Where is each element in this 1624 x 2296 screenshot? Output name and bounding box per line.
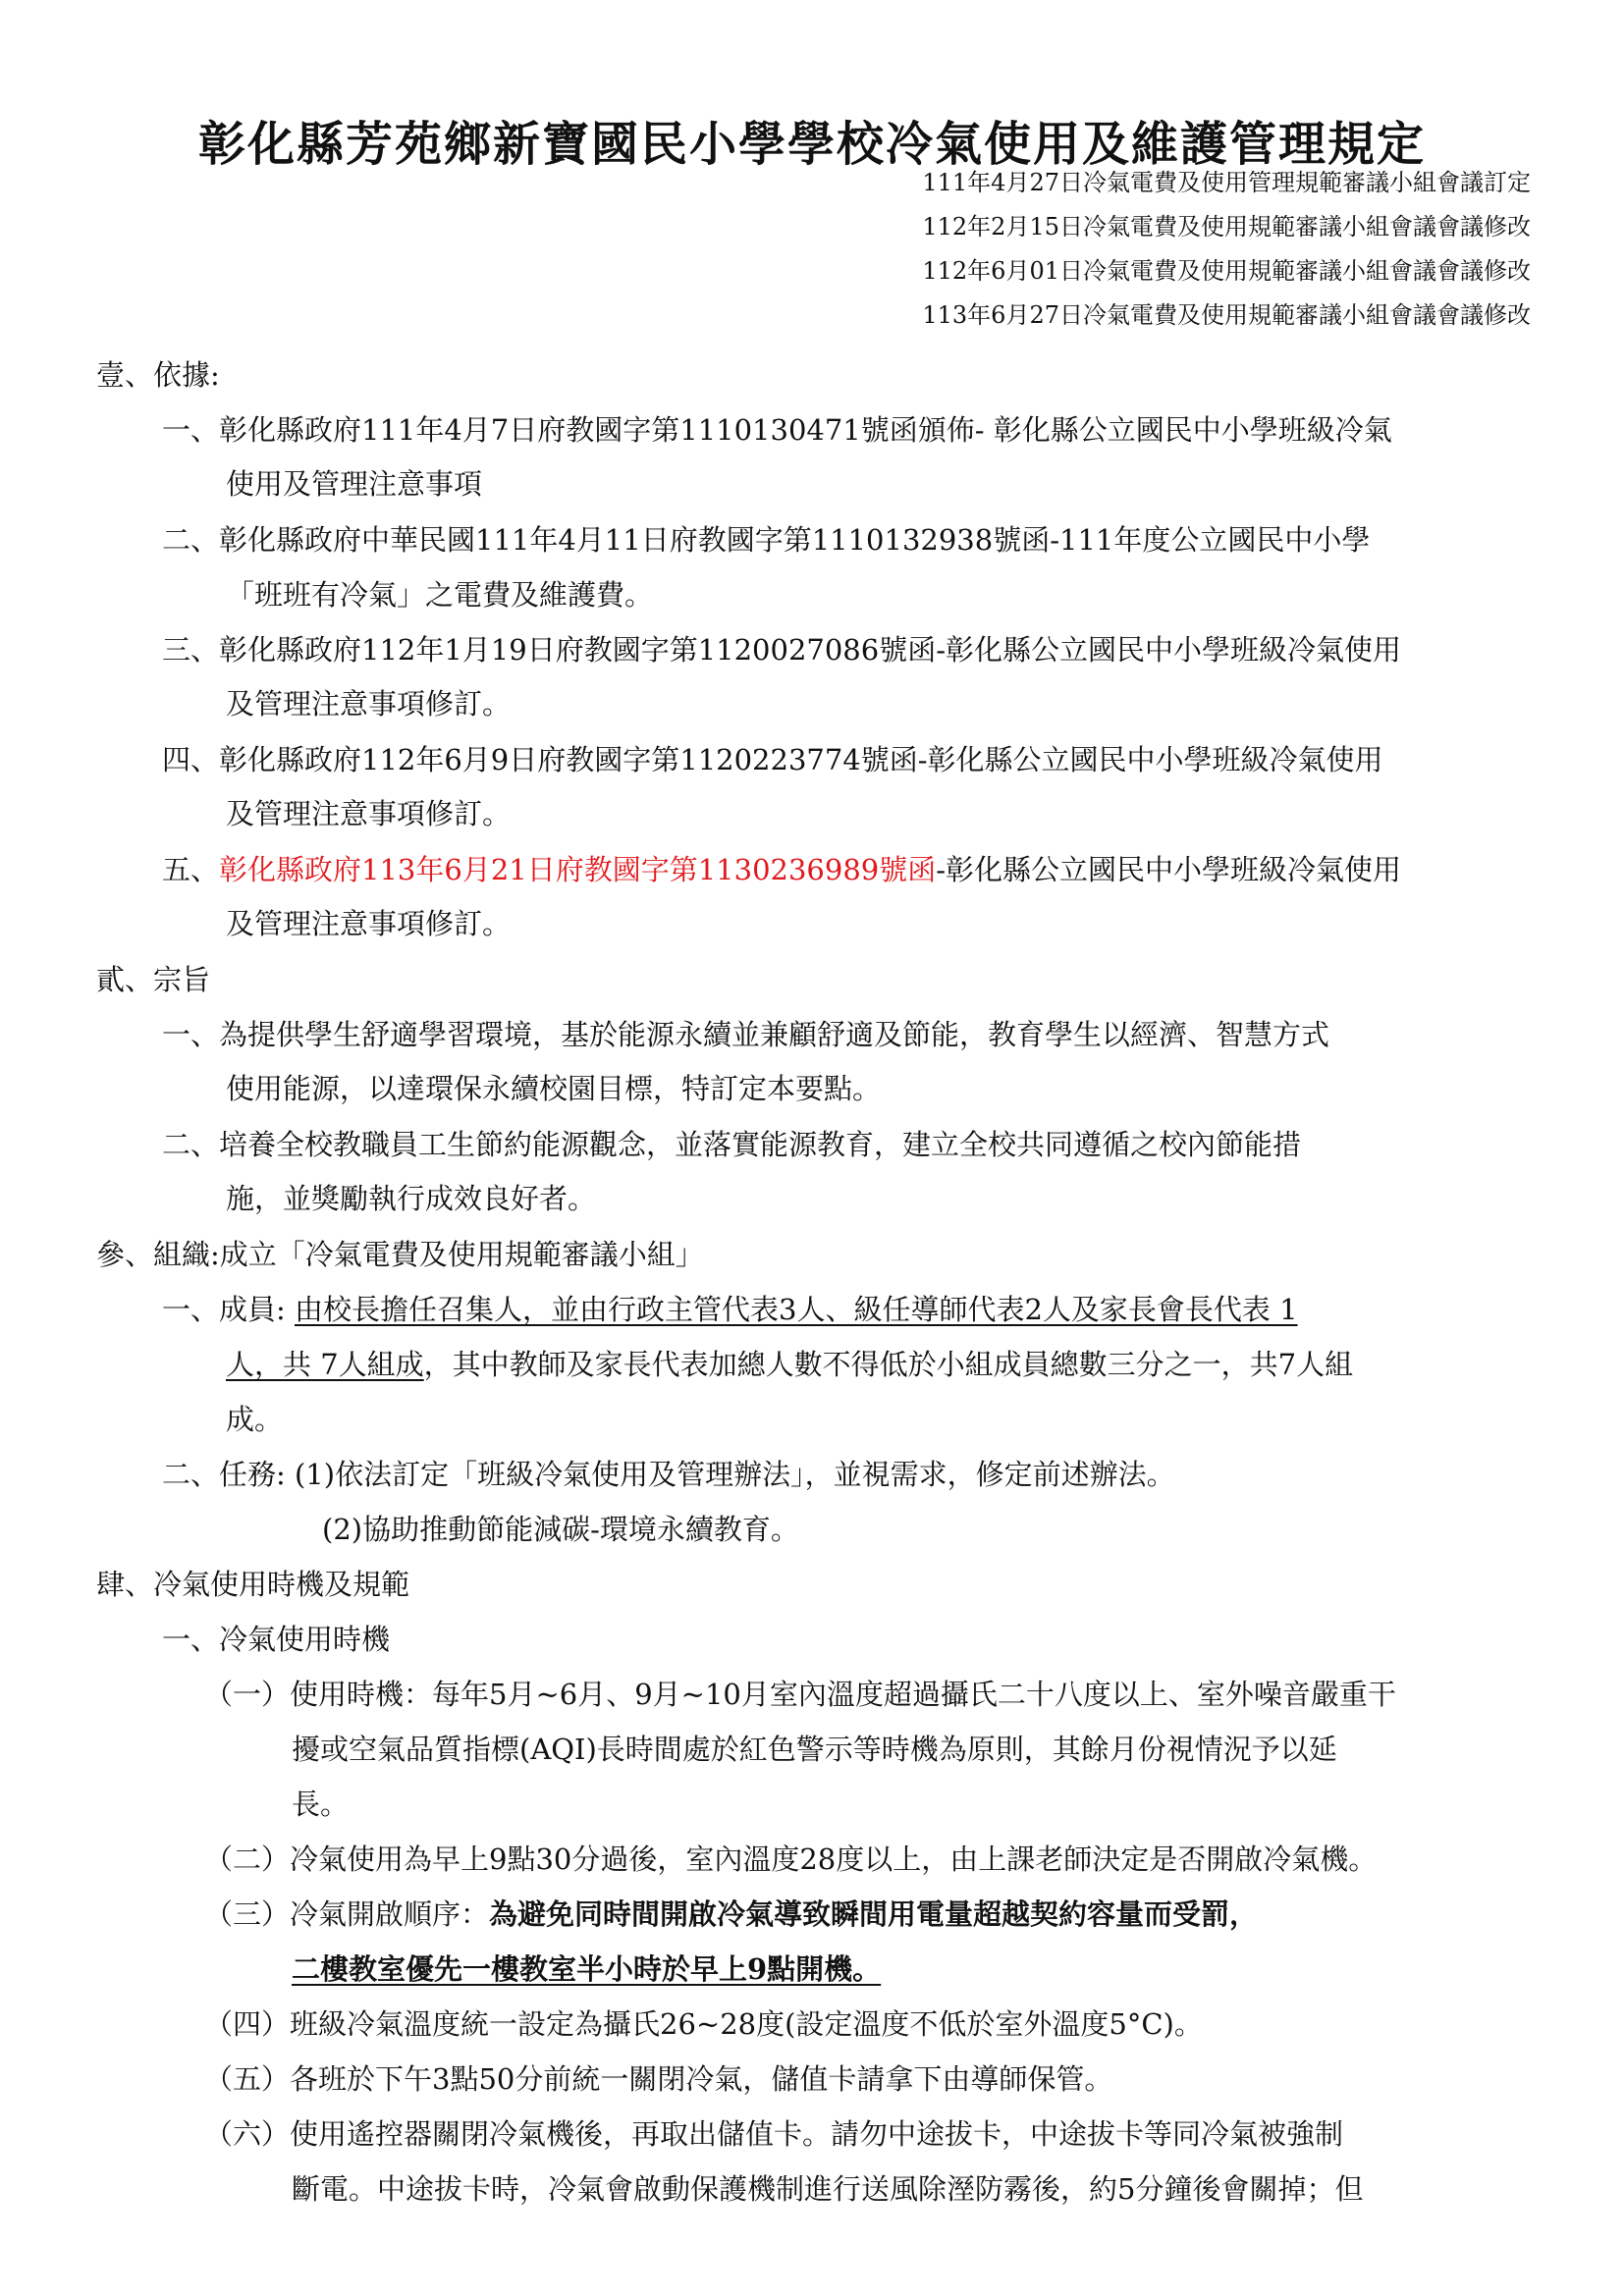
section-heading-usage: 肆、冷氣使用時機及規範 <box>96 1568 410 1601</box>
organization-members-line-3: 成。 <box>226 1403 284 1436</box>
usage-rule-1-line-3: 長。 <box>292 1788 350 1821</box>
usage-rule-2: （二）冷氣使用為早上9點30分過後，室內溫度28度以上，由上課老師決定是否開啟冷氣機。 <box>204 1842 1378 1876</box>
highlighted-reference: 彰化縣政府113年6月21日府教國字第1130236989號函 <box>219 853 937 886</box>
section-heading-basis: 壹、依據: <box>96 358 220 392</box>
rule-label: （三）冷氣開啟順序： <box>204 1897 490 1931</box>
purpose-item-1-line-1: 一、為提供學生舒適學習環境，基於能源永續並兼顧舒適及節能，教育學生以經濟、智慧方式 <box>162 1018 1330 1051</box>
usage-rule-3-line-2: 二樓教室優先一樓教室半小時於早上9點開機。 <box>292 1952 882 1986</box>
members-total: 人，共 7人組成 <box>226 1348 424 1381</box>
item-number: 五、 <box>162 853 220 886</box>
usage-rule-5: （五）各班於下午3點50分前統一關閉冷氣，儲值卡請拿下由導師保管。 <box>204 2062 1113 2096</box>
members-label: 一、成員: <box>162 1293 295 1326</box>
organization-members-line-1 <box>162 1290 1298 1329</box>
usage-rule-6-line-2: 斷電。中途拔卡時，冷氣會啟動保護機制進行送風除溼防霧後，約5分鐘後會關掉；但 <box>292 2172 1364 2206</box>
revision-line: 111年4月27日冷氣電費及使用管理規範審議小組會議訂定 <box>922 169 1531 196</box>
usage-subheading: 一、冷氣使用時機 <box>162 1623 391 1656</box>
usage-rule-1-line-1: （一）使用時機：每年5月~6月、9月~10月室內溫度超過攝氏二十八度以上、室外噪音嚴重干 <box>204 1678 1396 1711</box>
revision-history <box>922 161 1531 338</box>
purpose-item-1-line-2: 使用能源，以達環保永續校園目標，特訂定本要點。 <box>226 1072 882 1105</box>
basis-item-4-line-1: 四、彰化縣政府112年6月9日府教國字第1120223774號函-彰化縣公立國民中小學班級冷氣使用 <box>162 743 1383 776</box>
organization-members-line-2 <box>226 1345 1353 1384</box>
purpose-item-2-line-1: 二、培養全校教職員工生節約能源觀念，並落實能源教育，建立全校共同遵循之校內節能措 <box>162 1128 1302 1161</box>
basis-item-5-line-1 <box>162 850 1401 889</box>
reference-subject: -彰化縣公立國民中小學班級冷氣使用 <box>936 853 1402 886</box>
document-title: 彰化縣芳苑鄉新寶國民小學學校冷氣使用及維護管理規定 <box>197 117 1426 172</box>
purpose-item-2-line-2: 施，並獎勵執行成效良好者。 <box>226 1182 597 1215</box>
basis-item-2-line-2: 「班班有冷氣」之電費及維護費。 <box>226 578 654 612</box>
revision-line: 112年2月15日冷氣電費及使用規範審議小組會議會議修改 <box>922 213 1531 240</box>
members-composition: 由校長擔任召集人，並由行政主管代表3人、級任導師代表2人及家長會長代表 1 <box>295 1293 1298 1326</box>
rule-emphasis: 為避免同時間開啟冷氣導致瞬間用電量超越契約容量而受罰， <box>489 1897 1259 1931</box>
revision-line: 112年6月01日冷氣電費及使用規範審議小組會議會議修改 <box>922 257 1531 285</box>
usage-rule-4: （四）班級冷氣溫度統一設定為攝氏26~28度(設定溫度不低於室外溫度5°C)。 <box>204 2007 1203 2041</box>
usage-rule-6-line-1: （六）使用遙控器關閉冷氣機後，再取出儲值卡。請勿中途拔卡，中途拔卡等同冷氣被強制 <box>204 2117 1344 2151</box>
revision-line: 113年6月27日冷氣電費及使用規範審議小組會議會議修改 <box>922 301 1531 329</box>
section-heading-organization: 參、組織:成立「冷氣電費及使用規範審議小組」 <box>96 1238 704 1271</box>
basis-item-4-line-2: 及管理注意事項修訂。 <box>226 797 512 830</box>
basis-item-2-line-1: 二、彰化縣政府中華民國111年4月11日府教國字第1110132938號函-111年度公立國民中小學 <box>162 523 1371 557</box>
members-ratio-rule: ，其中教師及家長代表加總人數不得低於小組成員總數三分之一，共7人組 <box>423 1348 1354 1381</box>
basis-item-3-line-2: 及管理注意事項修訂。 <box>226 687 512 721</box>
section-heading-purpose: 貳、宗旨 <box>96 963 211 996</box>
basis-item-1-line-2: 使用及管理注意事項 <box>226 467 483 501</box>
organization-tasks-line-2: (2)協助推動節能減碳-環境永續教育。 <box>322 1513 799 1546</box>
basis-item-1-line-1: 一、彰化縣政府111年4月7日府教國字第1110130471號函頒佈- 彰化縣公立國民中小學班級冷氣 <box>162 413 1392 447</box>
usage-rule-1-line-2: 擾或空氣品質指標(AQI)長時間處於紅色警示等時機為原則，其餘月份視情況予以延 <box>292 1733 1337 1766</box>
organization-tasks-line-1: 二、任務: (1)依法訂定「班級冷氣使用及管理辦法」，並視需求，修定前述辦法。 <box>162 1458 1175 1491</box>
basis-item-3-line-1: 三、彰化縣政府112年1月19日府教國字第1120027086號函-彰化縣公立國民中小學班級冷氣使用 <box>162 633 1402 667</box>
usage-rule-3-line-1 <box>204 1895 1258 1934</box>
basis-item-5-line-2: 及管理注意事項修訂。 <box>226 907 512 940</box>
